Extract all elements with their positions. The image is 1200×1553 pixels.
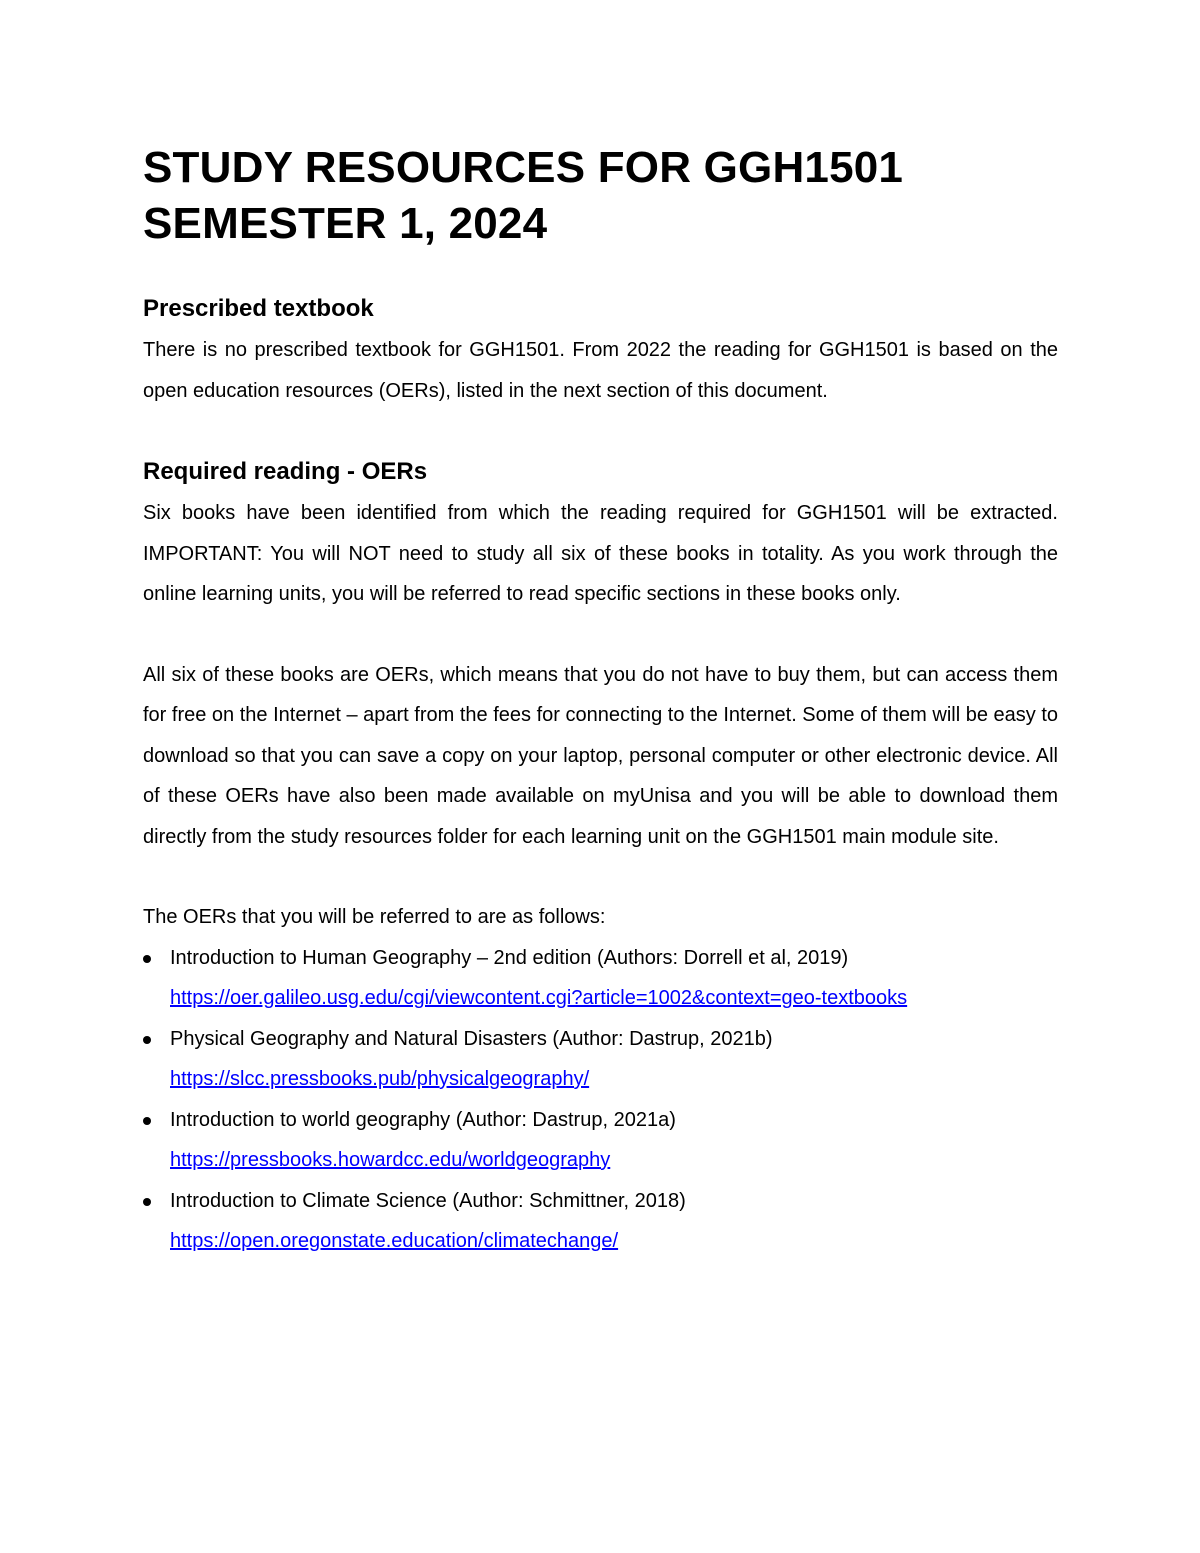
oer-list xyxy=(143,938,1058,1262)
heading-prescribed-textbook: Prescribed textbook xyxy=(143,295,374,322)
oer-link[interactable]: https://oer.galileo.usg.edu/cgi/viewcontent.cgi?article=1002&context=geo-textbooks xyxy=(170,987,908,1009)
title-line-1: STUDY RESOURCES FOR GGH1501 xyxy=(143,143,904,192)
oer-list-item xyxy=(143,1100,1058,1181)
document-page xyxy=(143,140,1058,1262)
oer-link[interactable]: https://open.oregonstate.education/climatechange/ xyxy=(170,1230,619,1252)
title-line-2: SEMESTER 1, 2024 xyxy=(143,199,548,248)
oer-title: Introduction to world geography (Author: Dastrup, 2021a) xyxy=(170,1108,676,1131)
bullet-icon xyxy=(143,1036,151,1044)
bullet-icon xyxy=(143,955,151,963)
oer-link[interactable]: https://slcc.pressbooks.pub/physicalgeography/ xyxy=(170,1068,590,1090)
bullet-icon xyxy=(143,1198,151,1206)
oer-title: Physical Geography and Natural Disasters (Author: Dastrup, 2021b) xyxy=(170,1027,773,1050)
oer-list-item xyxy=(143,1019,1058,1100)
oer-title: Introduction to Climate Science (Author: Schmittner, 2018) xyxy=(170,1189,686,1212)
prescribed-paragraph: There is no prescribed textbook for GGH1501. From 2022 the reading for GGH1501 is based on the open education resources (OERs), listed in the next section of this document. xyxy=(143,339,1058,402)
oer-list-item xyxy=(143,1181,1058,1262)
heading-required-reading: Required reading - OERs xyxy=(143,458,428,485)
document-title xyxy=(143,140,1058,252)
required-paragraph-1: Six books have been identified from which the reading required for GGH1501 will be extracted. IMPORTANT: You will NOT need to study all six of these books in totality. As you work through the online learning units, you will be referred to read specific sections in these books only. xyxy=(143,502,1058,605)
required-paragraph-2: All six of these books are OERs, which means that you do not have to buy them, but can access them for free on the Internet – apart from the fees for connecting to the Internet. Some of them will be easy to download so that you can save a copy on your laptop, personal computer or other electronic device. All of these OERs have also been made available on myUnisa and you will be able to download them directly from the study resources folder for each learning unit on the GGH1501 main module site. xyxy=(143,663,1058,848)
oer-list-item xyxy=(143,938,1058,1019)
oer-intro: The OERs that you will be referred to are as follows: xyxy=(143,906,606,928)
bullet-icon xyxy=(143,1117,151,1125)
oer-link[interactable]: https://pressbooks.howardcc.edu/worldgeography xyxy=(170,1149,611,1171)
oer-title: Introduction to Human Geography – 2nd edition (Authors: Dorrell et al, 2019) xyxy=(170,946,849,969)
